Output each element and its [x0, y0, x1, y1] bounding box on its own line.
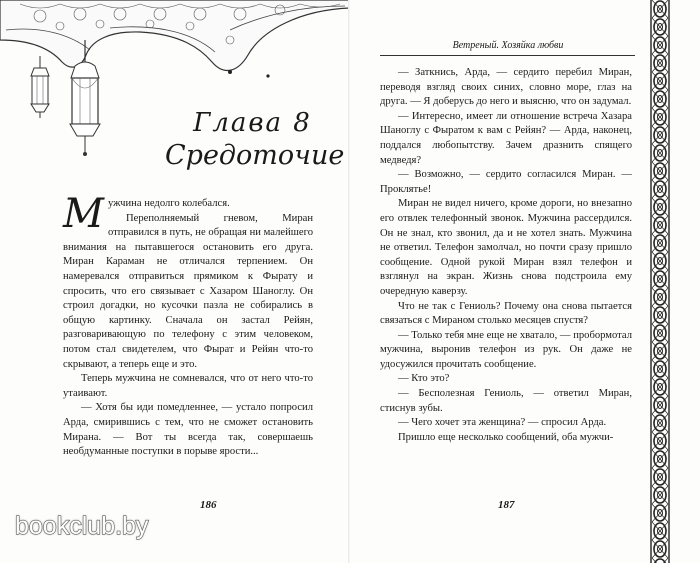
small-lantern-icon	[27, 56, 53, 120]
site-watermark: bookclub.by	[15, 512, 149, 540]
page-number-left: 186	[200, 499, 217, 511]
paragraph: — Заткнись, Арда, — сердито перебил Миран, переводя взгляд своих синих, словно море, глаз на друга. — Я доберусь до него и выясню, что он задумал.	[380, 67, 632, 108]
running-head: Ветреный. Хозяйка любви	[452, 40, 564, 51]
paragraph: — Интересно, имеет ли отношение встреча Хазара Шаноглу с Фыратом к вам с Рейян? — Арда, наконец, поддался любопытству. Зачем дразнить спящего медведя?	[380, 110, 632, 166]
drop-cap: М	[63, 191, 104, 237]
right-page-body	[380, 66, 632, 445]
large-lantern-icon	[65, 40, 105, 158]
paragraph: — Только тебя мне еще не хватало, — пробормотал мужчина, выронив телефон из рук. Он даже не удосужился прочитать сообщение.	[380, 329, 632, 370]
running-head-rule	[380, 55, 635, 56]
chapter-number: Глава 8	[193, 108, 312, 138]
paragraph: Что не так с Гениоль? Почему она снова пытается связаться с Мираном столько месяцев спустя?	[380, 300, 632, 327]
paragraph: — Бесполезная Гениоль, — ответил Миран, стиснув зубы.	[380, 388, 632, 414]
paragraph: — Кто это?	[398, 373, 450, 385]
chapter-heading	[165, 108, 345, 171]
page-number-right: 187	[498, 499, 515, 511]
paragraph: — Возможно, — сердито согласился Миран. — Проклятье!	[380, 169, 632, 195]
first-paragraph	[63, 191, 313, 237]
paragraph: Теперь мужчина не сомневался, что от него что-то утаивают.	[63, 373, 313, 399]
paragraph: Миран не видел ничего, кроме дороги, но внезапно его отвлек телефонный звонок. Мужчина рассердился. Он не знал, кто звонил, да и не хотел знать. Мужчина не ответил. Телефон замолчал, но почти сразу пришло сообщение. Одной рукой Миран взял телефон и взглянул на экран. Жизнь снова подстроила ему очередную каверзу.	[380, 198, 632, 297]
paragraph: — Хотя бы иди помедленнее, — устало попросил Арда, смирившись с тем, что не сможет остановить Мирана. — Вот ты всегда так, совершаешь необдуманные поступки в порыве ярости...	[63, 402, 313, 458]
ornamental-border-strip	[650, 0, 670, 563]
paragraph: — Чего хочет эта женщина? — спросил Арда.	[398, 417, 607, 429]
paragraph: Переполняемый гневом, Миран отправился в путь, не обращая ни малейшего внимания на пытавшегося остановить его друга. Миран Караман не отличался терпением. Он намеревался отправиться прямиком к Фырату и спросить, что его связывает с Хазаром Шаноглу. Он строил догадки, но кусочки пазла не собирались в общую картинку. Сначала он застал Рейян, разговаривающую по телефону с этим человеком, потом стал свидетелем, что Фырат и Рейян что-то скрывают, а теперь еще и это.	[63, 212, 313, 370]
chapter-title: Средоточие	[165, 140, 345, 171]
left-page-body	[63, 191, 313, 460]
first-paragraph-text: ужчина недолго колебался.	[107, 198, 230, 209]
paragraph: Пришло еще несколько сообщений, оба мужчи-	[398, 431, 614, 443]
